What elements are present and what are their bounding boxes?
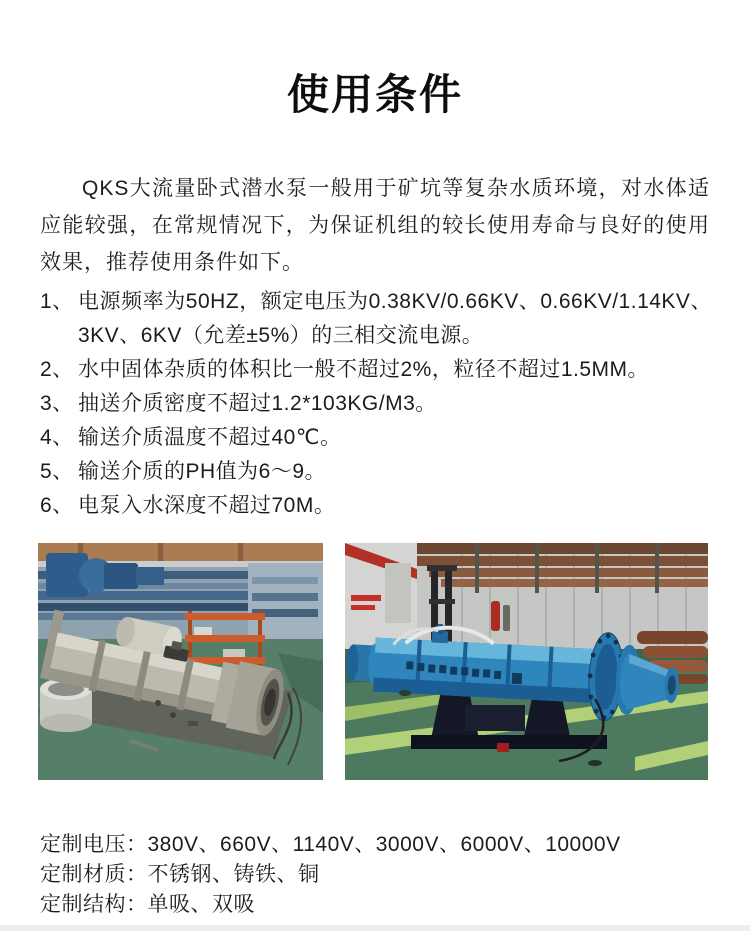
condition-text: 电源频率为50HZ，额定电压为0.38KV/0.66KV、0.66KV/1.14KV、3KV、6KV（允差±5%）的三相交流电源。 bbox=[78, 290, 712, 347]
customization-value: 单吸、双吸 bbox=[147, 893, 255, 916]
condition-item bbox=[40, 455, 712, 489]
customization-value: 380V、660V、1140V、3000V、6000V、10000V bbox=[147, 833, 621, 856]
customization-value: 不锈钢、铸铁、铜 bbox=[147, 863, 320, 886]
condition-number: 2、 bbox=[40, 358, 74, 381]
customization-line-structure bbox=[40, 890, 710, 920]
customization-section bbox=[40, 830, 710, 920]
condition-number: 6、 bbox=[40, 494, 74, 517]
condition-number: 5、 bbox=[40, 460, 74, 483]
condition-item bbox=[40, 285, 712, 353]
condition-item bbox=[40, 421, 712, 455]
customization-label: 定制电压： bbox=[40, 833, 148, 856]
photo-blue-pump-workshop bbox=[345, 543, 708, 780]
condition-number: 3、 bbox=[40, 392, 74, 415]
condition-text: 输送介质的PH值为6～9。 bbox=[78, 460, 327, 483]
condition-item bbox=[40, 489, 712, 523]
intro-paragraph: QKS大流量卧式潜水泵一般用于矿坑等复杂水质环境，对水体适应能较强，在常规情况下，为保证机组的较长使用寿命与良好的使用效果，推荐使用条件如下。 bbox=[40, 177, 710, 274]
product-photos-row bbox=[0, 543, 750, 780]
customization-label: 定制结构： bbox=[40, 893, 148, 916]
condition-item bbox=[40, 387, 712, 421]
customization-label: 定制材质： bbox=[40, 863, 148, 886]
conditions-list bbox=[40, 285, 712, 523]
page-title: 使用条件 bbox=[286, 71, 463, 118]
customization-line-material bbox=[40, 860, 710, 890]
condition-text: 输送介质温度不超过40℃。 bbox=[78, 426, 342, 449]
bottom-divider bbox=[0, 925, 750, 931]
condition-number: 4、 bbox=[40, 426, 74, 449]
condition-number: 1、 bbox=[40, 290, 74, 313]
customization-line-voltage bbox=[40, 830, 710, 860]
condition-text: 水中固体杂质的体积比一般不超过2%，粒径不超过1.5MM。 bbox=[78, 358, 650, 381]
condition-text: 抽送介质密度不超过1.2*103KG/M3。 bbox=[78, 392, 437, 415]
photo-grey-pump-workshop bbox=[38, 543, 323, 780]
condition-text: 电泵入水深度不超过70M。 bbox=[78, 494, 336, 517]
condition-item bbox=[40, 353, 712, 387]
